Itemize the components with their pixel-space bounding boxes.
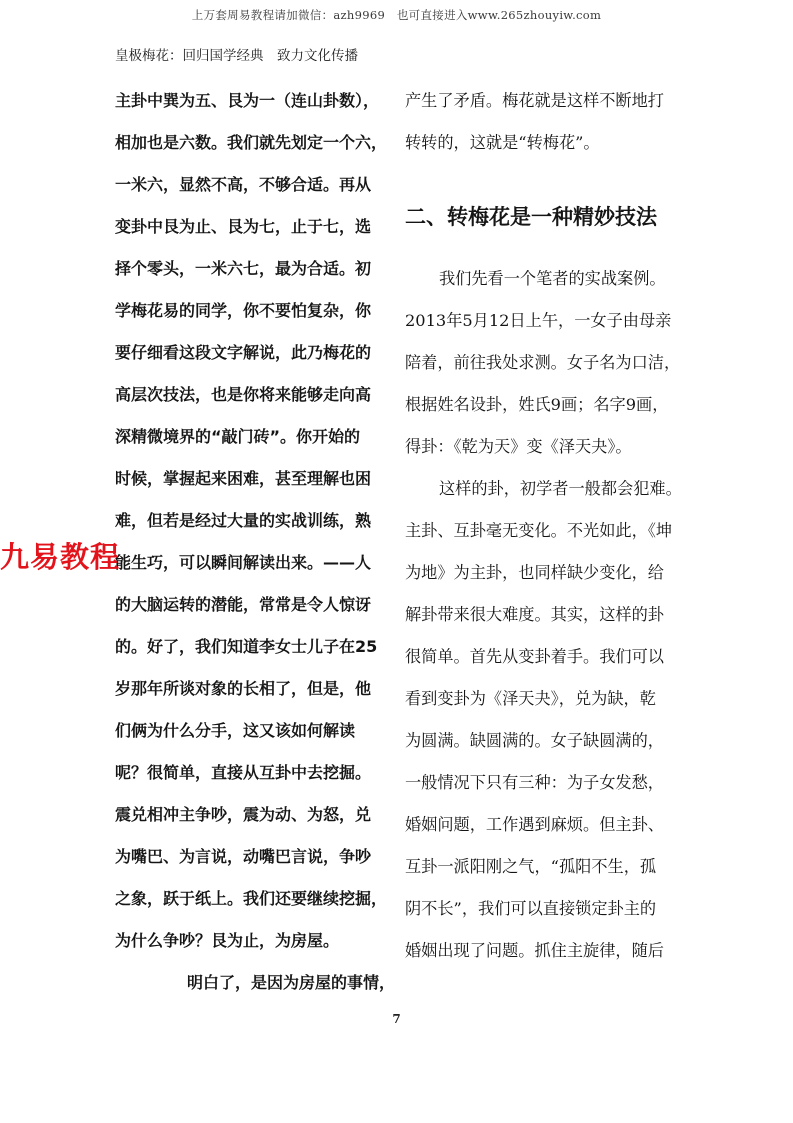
- text-line: 深精微境界的“敲门砖”。你开始的: [115, 427, 361, 446]
- paragraph-first-line: 明白了，是因为房屋的事情，: [187, 973, 396, 992]
- left-column: [115, 91, 396, 1016]
- watermark-logo: 九易教程: [0, 540, 121, 574]
- text-line: 的。好了，我们知道李女士儿子在25: [115, 637, 378, 656]
- text-line: 产生了矛盾。梅花就是这样不断地打: [405, 91, 664, 110]
- text-line: 为圆满。缺圆满的。女子缺圆满的，: [405, 731, 664, 750]
- text-line: 婚姻出现了问题。抓住主旋律，随后: [405, 941, 664, 960]
- text-line: 能生巧，可以瞬间解读出来。——人: [115, 553, 372, 572]
- text-line: 之象，跃于纸上。我们还要继续挖掘，: [115, 889, 388, 908]
- text-line: 陪着，前往我处求测。女子名为口洁，: [405, 353, 681, 372]
- section-heading: 二、转梅花是一种精妙技法: [405, 205, 657, 229]
- top-banner: 上万套周易教程请加微信：azh9969 也可直接进入www.265zhouyiw.com: [191, 8, 602, 22]
- text-line: 互卦一派阳刚之气，“孤阳不生，孤: [405, 857, 657, 876]
- running-head: 皇极梅花：回归国学经典 致力文化传播: [115, 48, 358, 64]
- text-line: 相加也是六数。我们就先划定一个六，: [115, 133, 388, 152]
- text-line: 择个零头，一米六七，最为合适。初: [115, 259, 372, 278]
- text-line: 解卦带来很大难度。其实，这样的卦: [405, 605, 664, 624]
- text-line: 要仔细看这段文字解说，此乃梅花的: [115, 343, 372, 362]
- text-line: 高层次技法，也是你将来能够走向高: [115, 385, 372, 404]
- text-line: 很简单。首先从变卦着手。我们可以: [405, 647, 664, 666]
- text-line: 主卦、互卦毫无变化。不光如此，《坤: [405, 521, 673, 540]
- text-line: 2013年5月12日上午，一女子由母亲: [405, 311, 672, 330]
- page-number: 7: [392, 1012, 401, 1026]
- paragraph-first-line: 我们先看一个笔者的实战案例。: [439, 269, 666, 288]
- text-line: 变卦中艮为止、艮为七，止于七，选: [115, 217, 372, 236]
- text-line: 学梅花易的同学，你不要怕复杂，你: [115, 301, 372, 320]
- text-line: 看到变卦为《泽天夬》，兑为缺，乾: [405, 689, 656, 708]
- text-line: 为地》为主卦，也同样缺少变化，给: [405, 563, 664, 582]
- text-line: 的大脑运转的潜能，常常是令人惊讶: [115, 595, 372, 614]
- text-line: 阴不长”，我们可以直接锁定卦主的: [405, 899, 657, 918]
- text-line: 时候，掌握起来困难，甚至理解也困: [115, 469, 372, 488]
- text-line: 岁那年所谈对象的长相了，但是，他: [115, 679, 372, 698]
- text-line: 一米六，显然不高，不够合适。再从: [115, 175, 372, 194]
- text-line: 难，但若是经过大量的实战训练，熟: [115, 511, 372, 530]
- text-line: 主卦中巽为五、艮为一（连山卦数），: [115, 91, 380, 110]
- text-line: 为嘴巴、为言说，动嘴巴言说，争吵: [115, 847, 372, 866]
- text-line: 们俩为什么分手，这又该如何解读: [115, 721, 356, 740]
- text-line: 转转的，这就是“转梅花”。: [405, 133, 600, 152]
- paragraph-first-line: 这样的卦，初学者一般都会犯难。: [439, 479, 682, 498]
- text-line: 为什么争吵？艮为止，为房屋。: [115, 931, 340, 950]
- text-line: 得卦：《乾为天》变《泽天夬》。: [405, 437, 632, 456]
- text-line: 根据姓名设卦，姓氏9画；名字9画，: [405, 395, 669, 414]
- right-column: [405, 92, 683, 984]
- text-line: 震兑相冲主争吵，震为动、为怒，兑: [115, 805, 372, 824]
- text-line: 呢？很简单，直接从互卦中去挖掘。: [115, 763, 372, 782]
- text-line: 婚姻问题，工作遇到麻烦。但主卦、: [405, 815, 664, 834]
- text-line: 一般情况下只有三种：为子女发愁，: [405, 773, 664, 792]
